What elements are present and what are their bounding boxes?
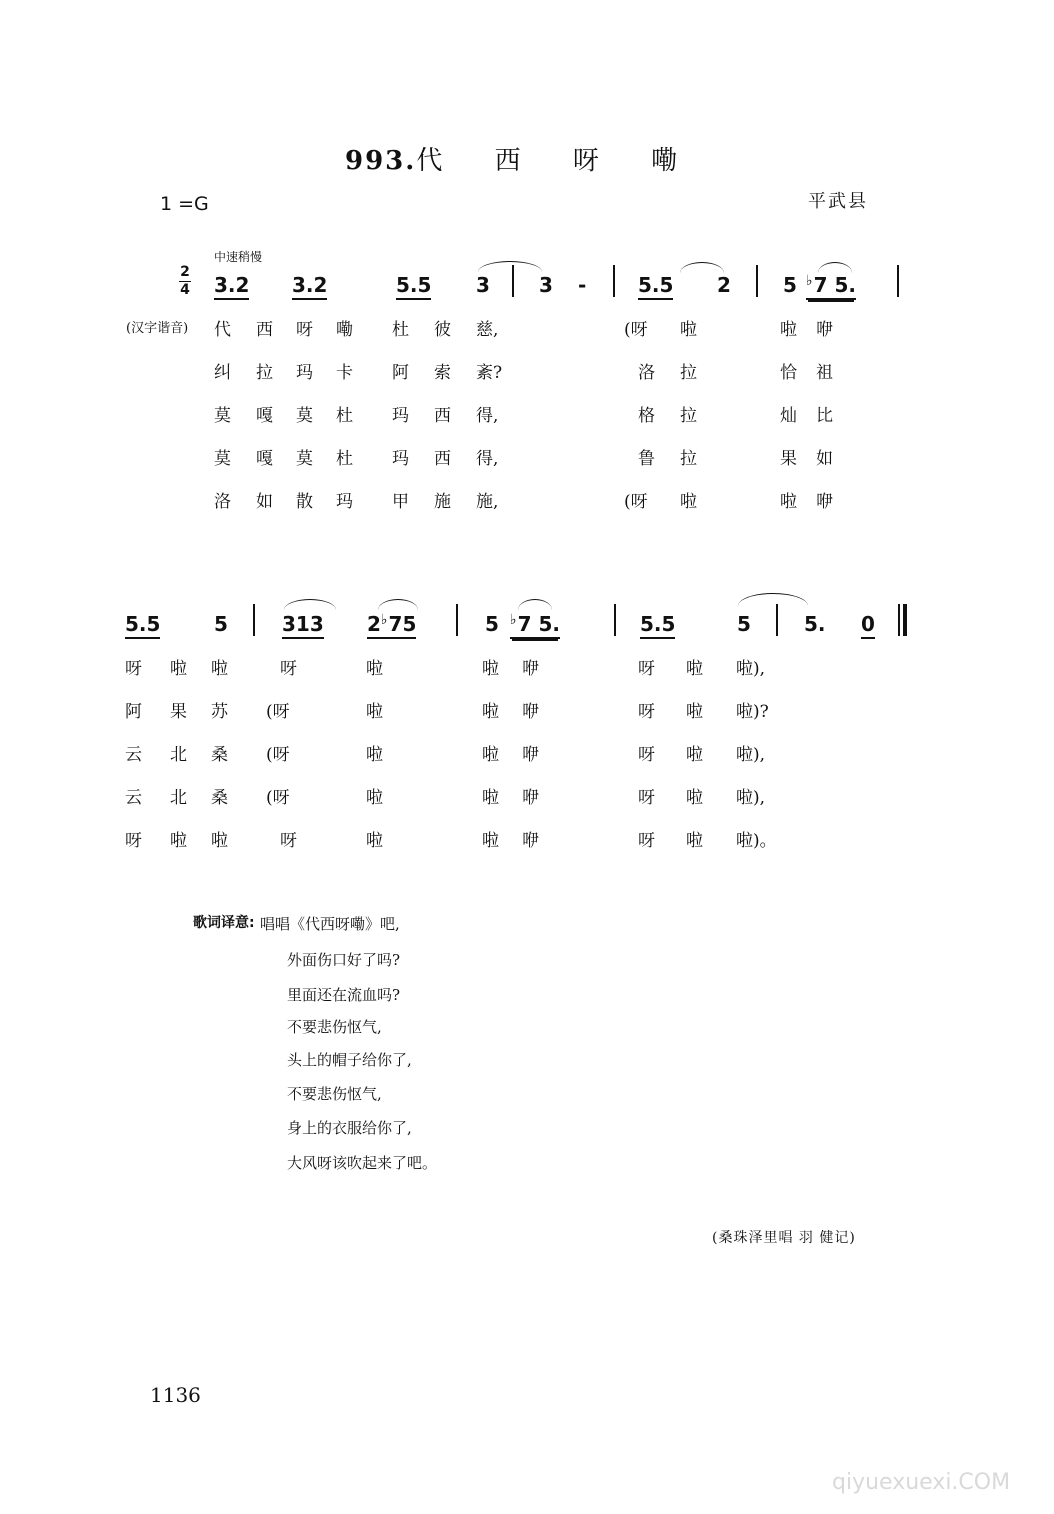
- lyric: 杜: [392, 320, 409, 340]
- flat-icon: ♭: [380, 612, 388, 628]
- lyric: 果: [780, 449, 797, 469]
- bar-line: [897, 265, 899, 297]
- final-bar-line: [898, 604, 900, 636]
- tie-icon: [738, 593, 808, 606]
- lyric: 啦: [366, 659, 383, 679]
- lyric: 啦: [211, 659, 228, 679]
- lyric: 咿: [816, 492, 833, 512]
- lyric: 云: [125, 788, 142, 808]
- key-signature: 1 =G: [160, 193, 209, 215]
- lyric: 施,: [476, 492, 499, 512]
- slur-icon: [284, 599, 336, 610]
- note: 2: [717, 273, 731, 297]
- meter-top: 2: [180, 264, 190, 280]
- lyric: 呀: [638, 702, 655, 722]
- slur-icon: [680, 262, 724, 273]
- note-group: ♭7 5.: [806, 273, 856, 300]
- translation-line: 里面还在流血吗?: [287, 986, 401, 1004]
- lyric: 啦)。: [736, 831, 777, 851]
- dash: -: [578, 273, 587, 297]
- tie-icon: [478, 261, 542, 272]
- lyric: 嘞: [336, 320, 353, 340]
- lyric: 阿: [392, 363, 409, 383]
- note: 5: [737, 612, 751, 636]
- note-group: 313: [282, 612, 324, 639]
- lyric: 桑: [211, 788, 228, 808]
- lyric: 咿: [522, 788, 539, 808]
- lyric: (呀: [624, 492, 648, 512]
- song-name: 代 西 呀 嘞: [416, 146, 700, 176]
- lyric: 玛: [392, 406, 409, 426]
- song-number: 993.: [345, 146, 417, 176]
- lyric: 呀: [280, 659, 297, 679]
- lyric: 莫: [296, 449, 313, 469]
- lyric: 玛: [392, 449, 409, 469]
- bar-line: [613, 265, 615, 297]
- lyric: 咿: [522, 702, 539, 722]
- lyric: 如: [256, 492, 273, 512]
- lyric: 啦: [482, 831, 499, 851]
- lyric: 云: [125, 745, 142, 765]
- lyric: 啦: [686, 745, 703, 765]
- bar-line: [756, 265, 758, 297]
- note: 0: [861, 612, 875, 639]
- lyric: 灿: [780, 406, 797, 426]
- lyric: 北: [170, 745, 187, 765]
- lyric: 啦),: [736, 788, 766, 808]
- lyric: 啦: [680, 492, 697, 512]
- lyric: 玛: [336, 492, 353, 512]
- lyric: 啦: [211, 831, 228, 851]
- tempo-marking: 中速稍慢: [214, 250, 263, 264]
- lyric: 啦: [686, 831, 703, 851]
- lyric: 苏: [211, 702, 228, 722]
- note-group: 3.2: [292, 273, 327, 300]
- lyric: 杜: [336, 406, 353, 426]
- lyric: 卡: [336, 363, 353, 383]
- lyric: 啦)?: [736, 702, 769, 722]
- translation-label: 歌词译意:: [193, 915, 255, 931]
- translation-line: 身上的衣服给你了,: [287, 1119, 412, 1137]
- lyric: 莫: [214, 449, 231, 469]
- time-signature: [179, 264, 191, 299]
- song-title: [345, 140, 699, 177]
- lyric: 啦: [366, 831, 383, 851]
- lyric: 呀: [638, 831, 655, 851]
- note-group: 5.5: [125, 612, 160, 639]
- lyric: 拉: [256, 363, 273, 383]
- lyric: 啦),: [736, 745, 766, 765]
- note: 5: [214, 612, 228, 636]
- lyric: 啦: [686, 659, 703, 679]
- lyric: 呀: [638, 745, 655, 765]
- lyric: (呀: [266, 745, 290, 765]
- lyric: 啦: [686, 702, 703, 722]
- lyric: 啦),: [736, 659, 766, 679]
- lyric: 比: [816, 406, 833, 426]
- translation-line: 头上的帽子给你了,: [287, 1051, 412, 1069]
- lyric: 啦: [170, 831, 187, 851]
- lyric: 如: [816, 449, 833, 469]
- lyric: 鲁: [638, 449, 655, 469]
- lyric: (呀: [266, 788, 290, 808]
- lyric: 咿: [816, 320, 833, 340]
- lyric-type-label: (汉字谐音): [126, 321, 189, 336]
- lyric: 啦: [680, 320, 697, 340]
- translation-line: 大风呀该吹起来了吧。: [287, 1154, 438, 1172]
- lyric: 阿: [125, 702, 142, 722]
- lyric: 莫: [296, 406, 313, 426]
- region-label: 平武县: [808, 191, 868, 212]
- note: 5: [485, 612, 499, 636]
- lyric: 纠: [214, 363, 231, 383]
- lyric: 果: [170, 702, 187, 722]
- lyric: 啦: [482, 702, 499, 722]
- note: 5: [783, 273, 797, 297]
- note-group: 5.5: [638, 273, 673, 300]
- lyric: 拉: [680, 363, 697, 383]
- lyric: 恰: [780, 363, 797, 383]
- watermark: qiyuexuexi.COM: [832, 1470, 1011, 1495]
- lyric: 啦: [366, 745, 383, 765]
- bar-line: [253, 604, 255, 636]
- lyric: 北: [170, 788, 187, 808]
- lyric: 啦: [366, 702, 383, 722]
- lyric: 得,: [476, 449, 499, 469]
- translation-line: 外面伤口好了吗?: [287, 951, 401, 969]
- lyric: 啦: [482, 659, 499, 679]
- bar-line: [776, 604, 778, 636]
- lyric: 散: [296, 492, 313, 512]
- lyric: 索: [434, 363, 451, 383]
- lyric: 西: [434, 406, 451, 426]
- lyric: 彼: [434, 320, 451, 340]
- credit-line: (桑珠泽里唱 羽 健记): [712, 1230, 856, 1246]
- flat-icon: ♭: [510, 612, 517, 628]
- lyric: 西: [256, 320, 273, 340]
- lyric: 啦: [780, 320, 797, 340]
- translation-line: 唱唱《代西呀嘞》吧,: [260, 915, 400, 933]
- lyric: 洛: [638, 363, 655, 383]
- lyric: 啦: [366, 788, 383, 808]
- lyric: 莫: [214, 406, 231, 426]
- lyric: 咿: [522, 659, 539, 679]
- lyric: 呀: [280, 831, 297, 851]
- lyric: 呀: [296, 320, 313, 340]
- note-group: ♭7 5.: [510, 612, 560, 639]
- lyric: 咿: [522, 831, 539, 851]
- lyric: 杜: [336, 449, 353, 469]
- translation-line: 不要悲伤怄气,: [287, 1018, 382, 1036]
- slur-icon: [818, 262, 852, 273]
- lyric: 嘎: [256, 406, 273, 426]
- lyric: 玛: [296, 363, 313, 383]
- lyric: 洛: [214, 492, 231, 512]
- lyric: 呀: [125, 659, 142, 679]
- lyric-row-1: 代: [214, 320, 231, 340]
- lyric: 慈,: [476, 320, 499, 340]
- lyric: 呀: [638, 788, 655, 808]
- note-group: 3.2: [214, 273, 249, 300]
- lyric: 呀: [125, 831, 142, 851]
- bar-line: [456, 604, 458, 636]
- lyric: 甲: [392, 492, 409, 512]
- bar-line: [614, 604, 616, 636]
- note-group: 5.5: [396, 273, 431, 300]
- lyric: (呀: [624, 320, 648, 340]
- lyric: 啦: [482, 745, 499, 765]
- final-bar-line: [903, 604, 907, 636]
- lyric: 祖: [816, 363, 833, 383]
- lyric: 嘎: [256, 449, 273, 469]
- lyric: 施: [434, 492, 451, 512]
- lyric: 得,: [476, 406, 499, 426]
- lyric: 紊?: [476, 363, 503, 383]
- meter-bottom: 4: [180, 282, 190, 298]
- note: 3: [476, 273, 490, 297]
- lyric: 格: [638, 406, 655, 426]
- lyric: 西: [434, 449, 451, 469]
- lyric: 拉: [680, 449, 697, 469]
- slur-icon: [518, 599, 552, 610]
- lyric: 桑: [211, 745, 228, 765]
- lyric: 咿: [522, 745, 539, 765]
- lyric: (呀: [266, 702, 290, 722]
- lyric: 啦: [170, 659, 187, 679]
- flat-icon: ♭: [806, 273, 813, 289]
- lyric: 拉: [680, 406, 697, 426]
- note-group: 2♭75: [367, 612, 416, 639]
- note: 3: [539, 273, 553, 297]
- lyric: 啦: [686, 788, 703, 808]
- note: 5.: [804, 612, 826, 636]
- translation-line: 不要悲伤怄气,: [287, 1085, 382, 1103]
- note-group: 5.5: [640, 612, 675, 639]
- lyric: 啦: [780, 492, 797, 512]
- slur-icon: [378, 599, 418, 610]
- lyric: 呀: [638, 659, 655, 679]
- page-number: 1136: [150, 1383, 201, 1407]
- lyric: 啦: [482, 788, 499, 808]
